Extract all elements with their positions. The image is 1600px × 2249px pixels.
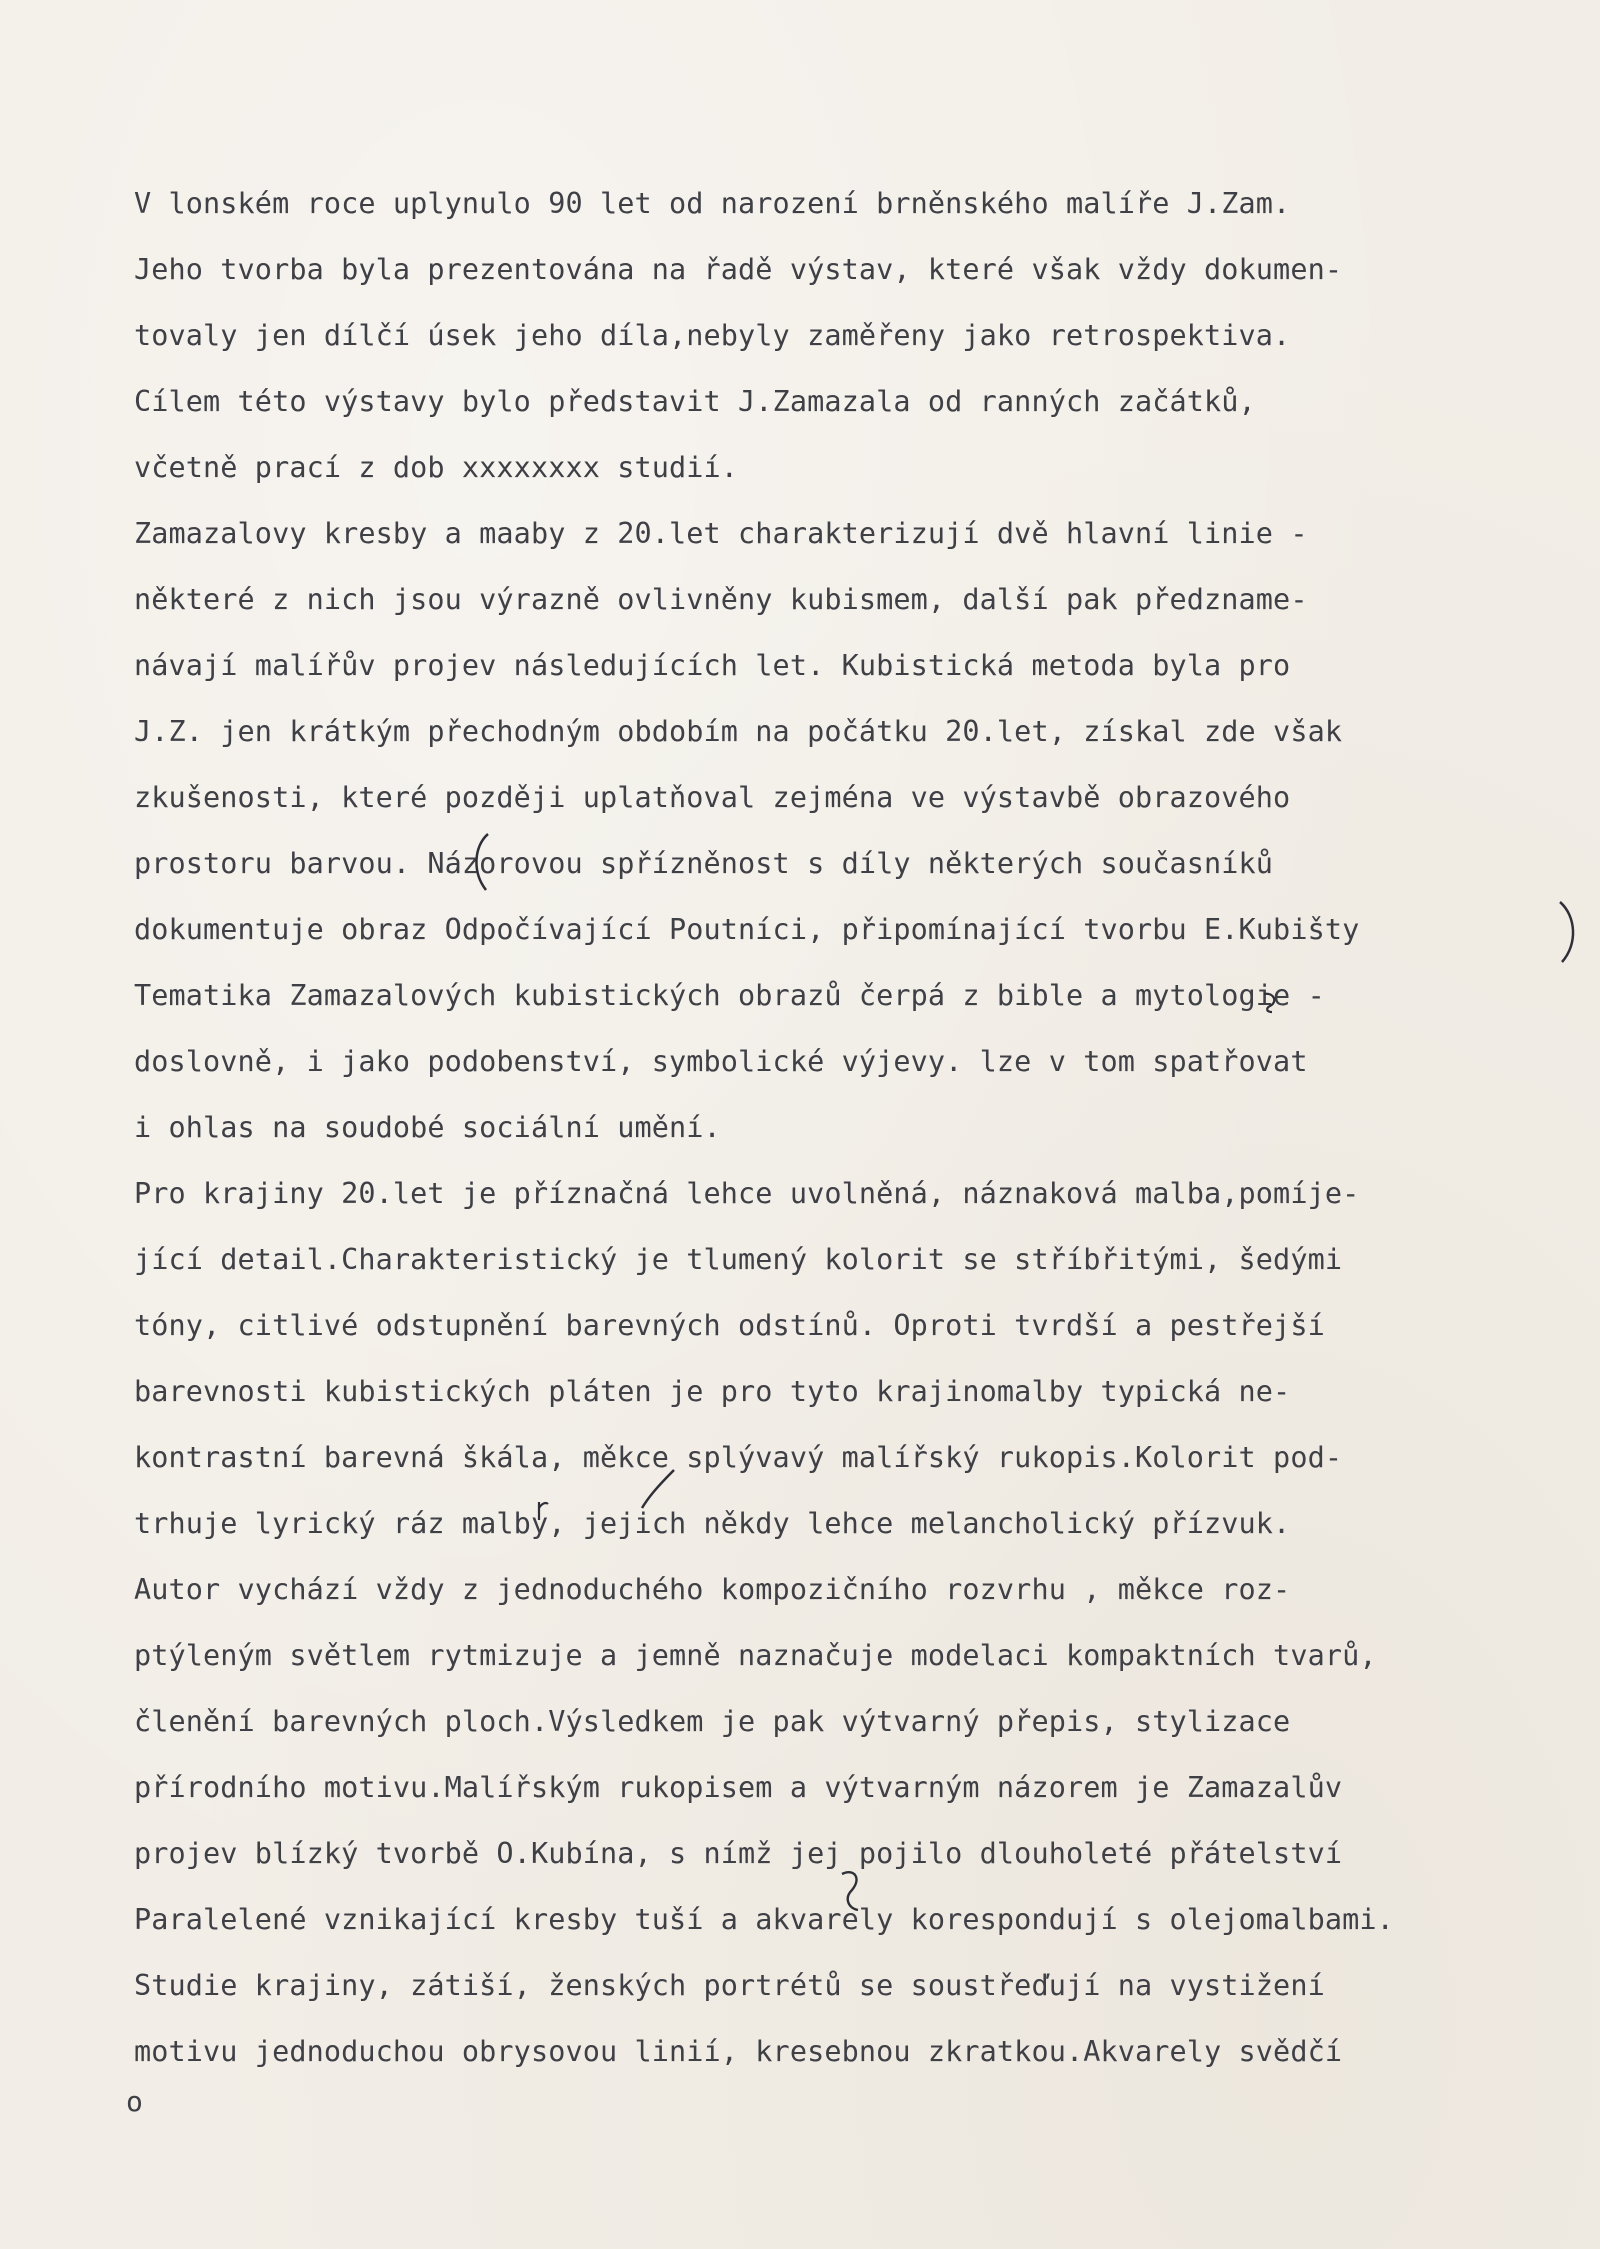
text-line: prostoru barvou. Názorovou spřízněnost s díly některých současníků bbox=[134, 847, 1274, 880]
text-line: tovaly jen dílčí úsek jeho díla,nebyly zaměřeny jako retrospektiva. bbox=[134, 319, 1291, 352]
text-line: Autor vychází vždy z jednoduchého kompozičního rozvrhu , měkce roz- bbox=[134, 1573, 1291, 1606]
page-marker: o bbox=[126, 2085, 143, 2118]
text-line: včetně prací z dob xxxxxxxx studií. bbox=[134, 451, 739, 484]
text-line: některé z nich jsou výrazně ovlivněny kubismem, další pak předzname- bbox=[134, 583, 1308, 616]
text-line: barevnosti kubistických pláten je pro tyto krajinomalby typická ne- bbox=[134, 1375, 1291, 1408]
text-line: zkušenosti, které později uplatňoval zejména ve výstavbě obrazového bbox=[134, 781, 1291, 814]
text-line: Pro krajiny 20.let je příznačná lehce uvolněná, náznaková malba,pomíje- bbox=[134, 1177, 1360, 1210]
text-line: projev blízký tvorbě O.Kubína, s nímž jej pojilo dlouholeté přátelství bbox=[134, 1837, 1343, 1870]
text-line: Tematika Zamazalových kubistických obrazů čerpá z bible a mytologie - bbox=[134, 979, 1325, 1012]
text-line: přírodního motivu.Malířským rukopisem a výtvarným názorem je Zamazalův bbox=[134, 1771, 1343, 1804]
text-line: kontrastní barevná škála, měkce splývavý malířský rukopis.Kolorit pod- bbox=[134, 1441, 1343, 1474]
text-line: i ohlas na soudobé sociální umění. bbox=[134, 1111, 721, 1144]
text-line: V lonském roce uplynulo 90 let od narození brněnského malíře J.Zam. bbox=[134, 187, 1291, 220]
text-line: Jeho tvorba byla prezentována na řadě výstav, které však vždy dokumen- bbox=[134, 253, 1343, 286]
text-line: Studie krajiny, zátiší, ženských portrétů se soustřeďují na vystižení bbox=[134, 1969, 1325, 2002]
text-line: návají malířův projev následujících let. Kubistická metoda byla pro bbox=[134, 649, 1291, 682]
text-line: Zamazalovy kresby a maaby z 20.let charakterizují dvě hlavní linie - bbox=[134, 517, 1308, 550]
text-line: Paralelené vznikající kresby tuší a akvarely korespondují s olejomalbami. bbox=[134, 1903, 1394, 1936]
text-line: doslovně, i jako podobenství, symbolické výjevy. lze v tom spatřovat bbox=[134, 1045, 1308, 1078]
text-line: Cílem této výstavy bylo představit J.Zamazala od ranných začátků, bbox=[134, 385, 1256, 418]
text-line: trhuje lyrický ráz malby, jejich někdy lehce melancholický přízvuk. bbox=[134, 1507, 1291, 1540]
handwritten-bracket-close bbox=[1554, 900, 1582, 964]
text-line: členění barevných ploch.Výsledkem je pak výtvarný přepis, stylizace bbox=[134, 1705, 1291, 1738]
text-line: ptýleným světlem rytmizuje a jemně naznačuje modelaci kompaktních tvarů, bbox=[134, 1639, 1377, 1672]
text-line: tóny, citlivé odstupnění barevných odstínů. Oproti tvrdší a pestřejší bbox=[134, 1309, 1325, 1342]
typewritten-text-block bbox=[134, 178, 1554, 2092]
text-line: J.Z. jen krátkým přechodným obdobím na počátku 20.let, získal zde však bbox=[134, 715, 1343, 748]
text-line: dokumentuje obraz Odpočívající Poutníci, připomínající tvorbu E.Kubišty bbox=[134, 913, 1360, 946]
text-line: motivu jednoduchou obrysovou linií, kresebnou zkratkou.Akvarely svědčí bbox=[134, 2035, 1343, 2068]
text-line: jící detail.Charakteristický je tlumený kolorit se stříbřitými, šedými bbox=[134, 1243, 1343, 1276]
